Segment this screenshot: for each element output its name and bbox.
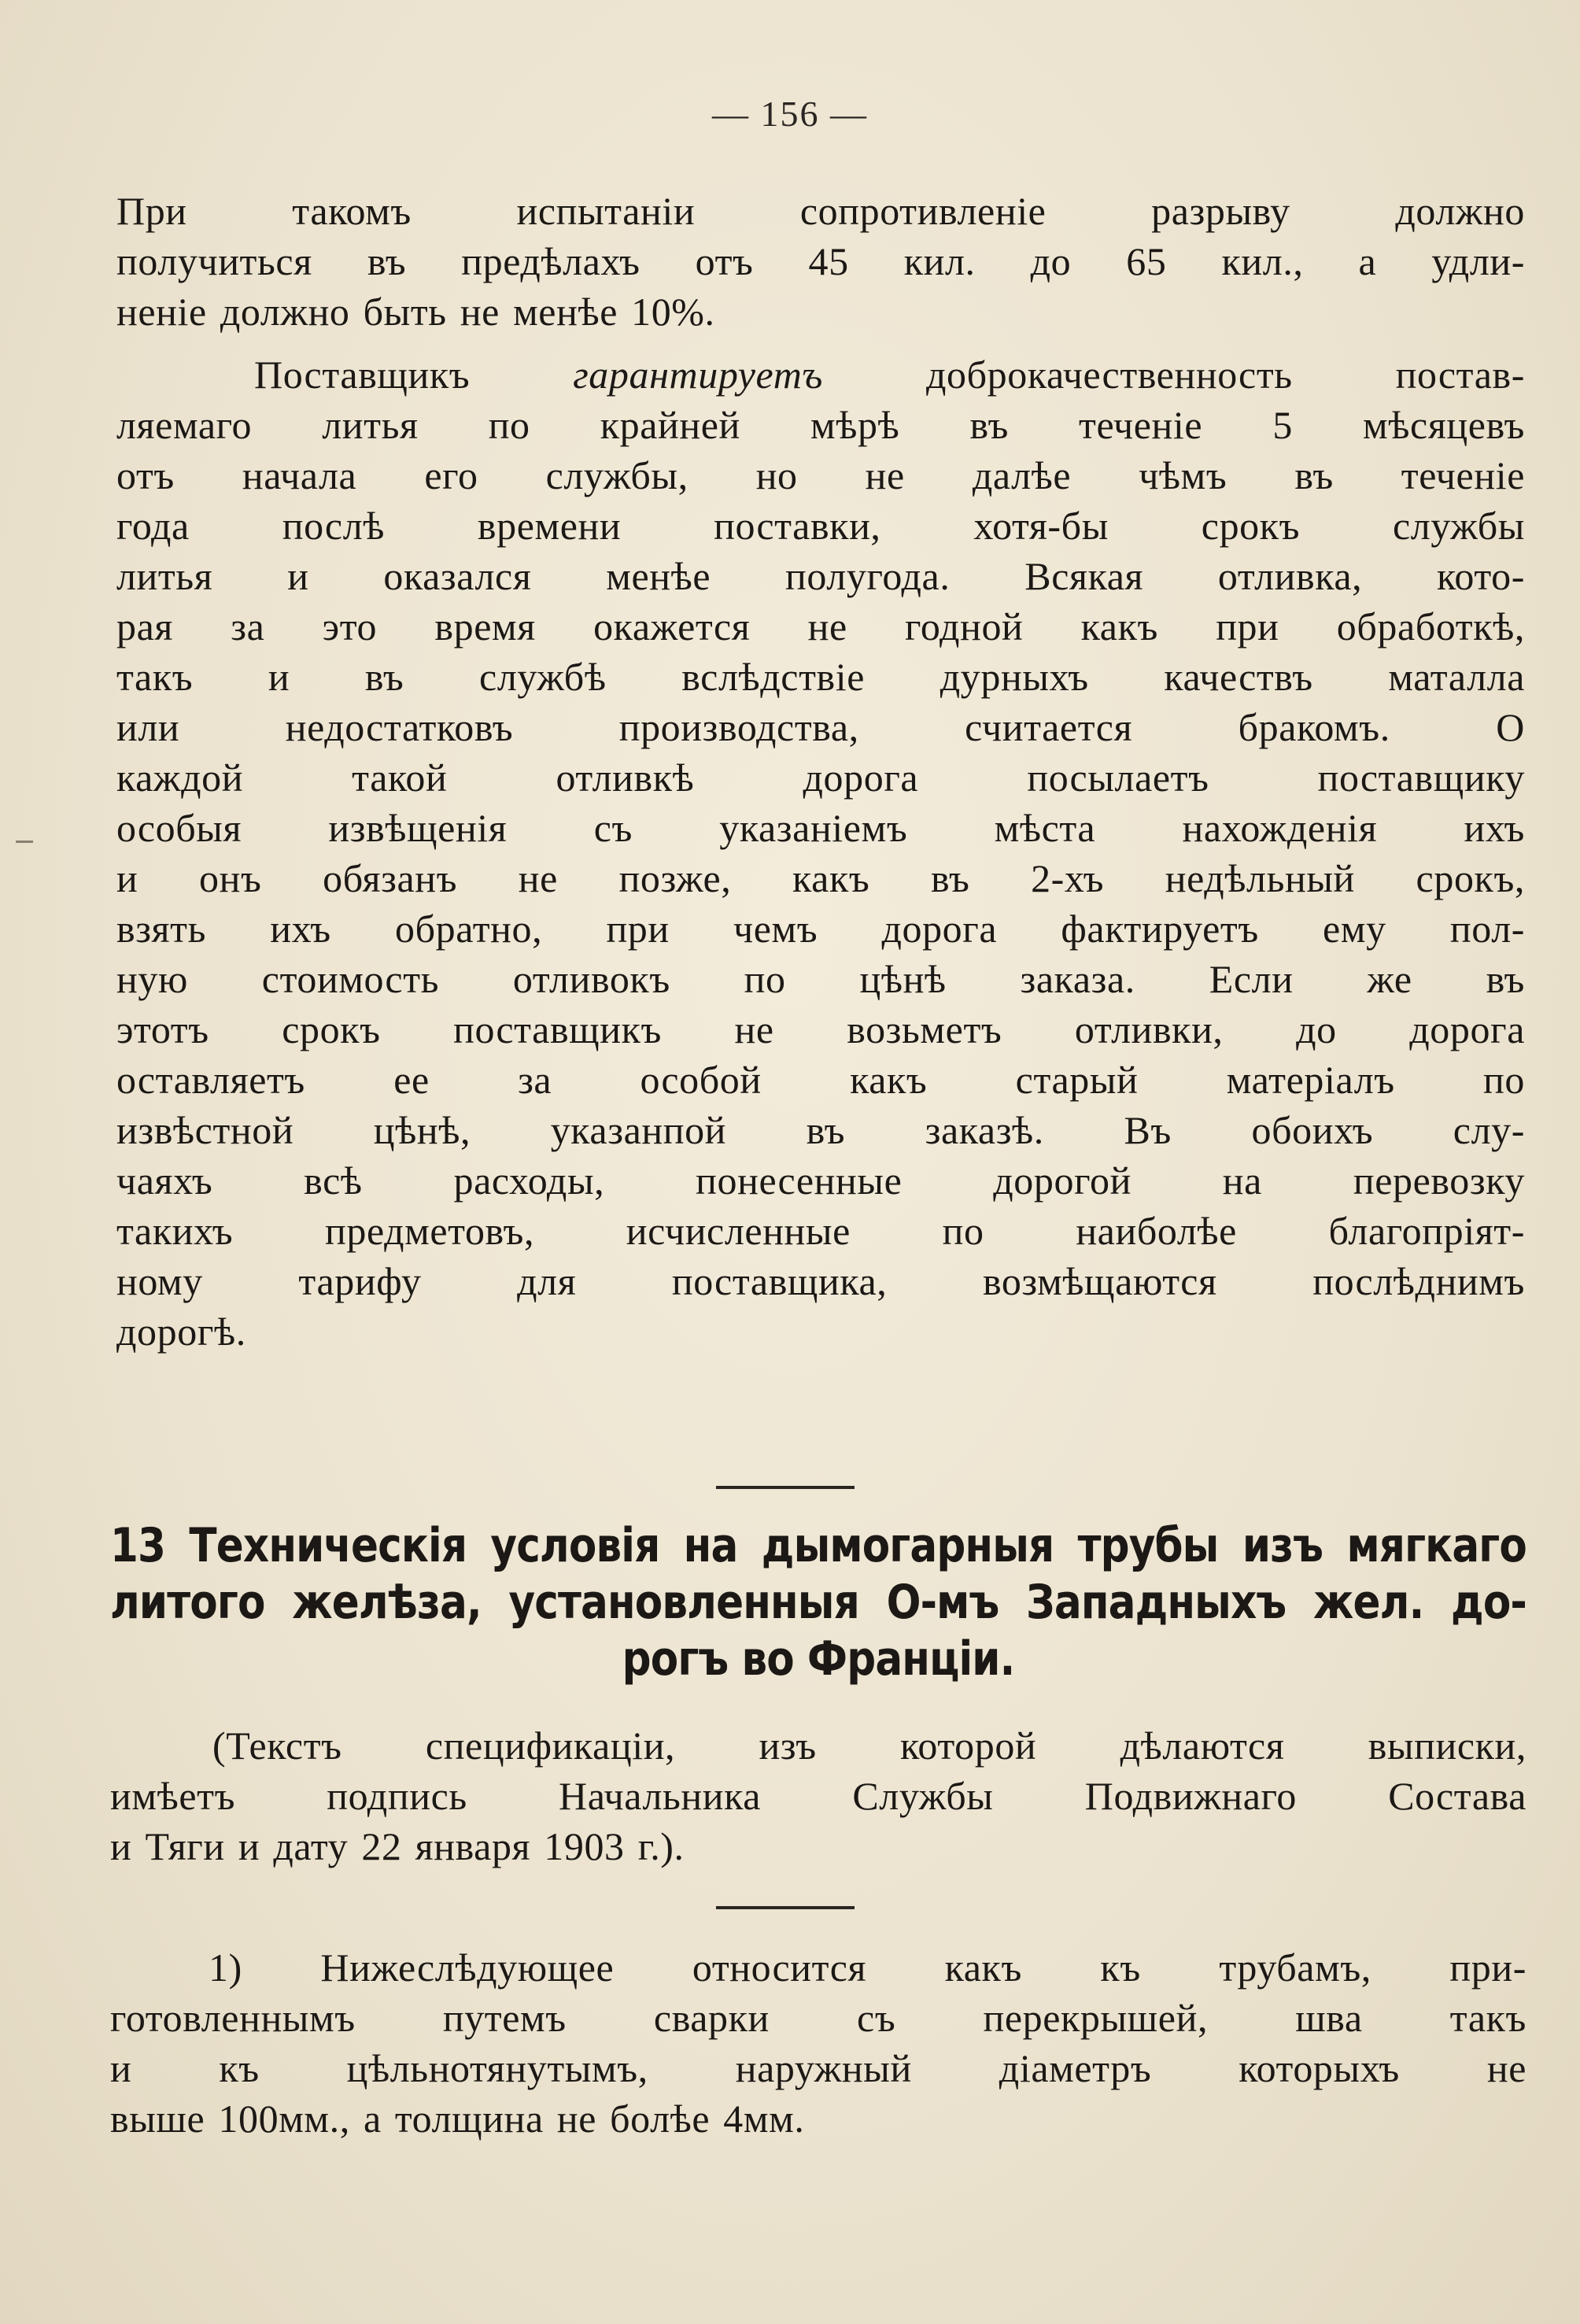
section-divider [716,1486,855,1489]
text-line: ную стоимость отливокъ по цѣнѣ заказа. Если же въ [116,957,1525,1001]
text-line: года послѣ времени поставки, хотя-бы срокъ службы [116,504,1525,548]
text-line: и Тяги и дату 22 января 1903 г.). [110,1824,685,1868]
heading-line: 13 Техническія условія на дымогарныя трубы изъ мягкаго [110,1518,1526,1573]
text-line: дорогѣ. [116,1310,246,1354]
text-line: чаяхъ всѣ расходы, понесенные дорогой на перевозку [116,1158,1525,1203]
text-line: оставляетъ ее за особой какъ старый матеріалъ по [116,1058,1525,1102]
text-line: (Текстъ спецификаціи, изъ которой дѣлаются выписки, [212,1724,1526,1768]
margin-mark [16,841,33,843]
text-line: такъ и въ службѣ вслѣдствіе дурныхъ качествъ маталла [116,655,1525,699]
text-line: 1) Нижеслѣдующее относится какъ къ трубамъ, при- [209,1945,1526,1990]
paragraph-supplier-guarantee [116,349,1525,1357]
paragraph-tensile-test [116,186,1525,337]
text-line: готовленнымъ путемъ сварки съ перекрышей, шва такъ [110,1996,1526,2040]
section-heading [110,1517,1526,1687]
text-line: При такомъ испытаніи сопротивленіе разрыву должно [116,189,1525,233]
text-segment: доброкачественность постав- [822,353,1525,397]
numbered-clause-1 [110,1942,1526,2144]
text-line: литья и оказался менѣе полугода. Всякая отливка, кото- [116,554,1525,598]
text-line: или недостатковъ производства, считается бракомъ. О [116,705,1525,749]
text-line: этотъ срокъ поставщикъ не возьметъ отливки, до дорога [116,1007,1525,1051]
text-segment: Поставщикъ [254,353,574,397]
text-line: ному тарифу для поставщика, возмѣщаются послѣднимъ [116,1259,1525,1303]
heading-line: литого желѣза, установленныя О-мъ Западныхъ жел. до- [110,1575,1526,1630]
heading-line: рогъ во Франціи. [622,1631,1015,1687]
text-line: каждой такой отливкѣ дорога посылаетъ поставщику [116,756,1525,800]
specification-note [110,1720,1526,1871]
text-line: ляемаго литья по крайней мѣрѣ въ теченіе 5 мѣсяцевъ [116,403,1525,447]
text-line: и онъ обязанъ не позже, какъ въ 2-хъ недѣльный срокъ, [116,856,1525,900]
text-line: особыя извѣщенія съ указаніемъ мѣста нахожденія ихъ [116,806,1525,850]
text-line: взять ихъ обратно, при чемъ дорога фактируетъ ему пол- [116,907,1525,951]
emphasized-word: гарантируетъ [573,353,823,397]
note-divider [716,1906,855,1909]
text-line: извѣстной цѣнѣ, указанпой въ заказѣ. Въ обоихъ слу- [116,1108,1525,1152]
text-line: такихъ предметовъ, исчисленные по наиболѣе благопріят- [116,1209,1525,1253]
text-line: рая за это время окажется не годной какъ при обработкѣ, [116,604,1525,648]
text-line [116,349,1525,400]
text-line: выше 100мм., а толщина не болѣе 4мм. [110,2097,805,2141]
text-line: имѣетъ подпись Начальника Службы Подвижнаго Состава [110,1774,1526,1818]
text-line: отъ начала его службы, но не далѣе чѣмъ въ теченіе [116,453,1525,497]
text-line: и къ цѣльнотянутымъ, наружный діаметръ которыхъ не [110,2046,1526,2090]
page-number: — 156 — [712,94,868,134]
text-line: получиться въ предѣлахъ отъ 45 кил. до 65 кил., а удли- [116,239,1525,283]
text-line: неніе должно быть не менѣе 10%. [116,290,715,334]
